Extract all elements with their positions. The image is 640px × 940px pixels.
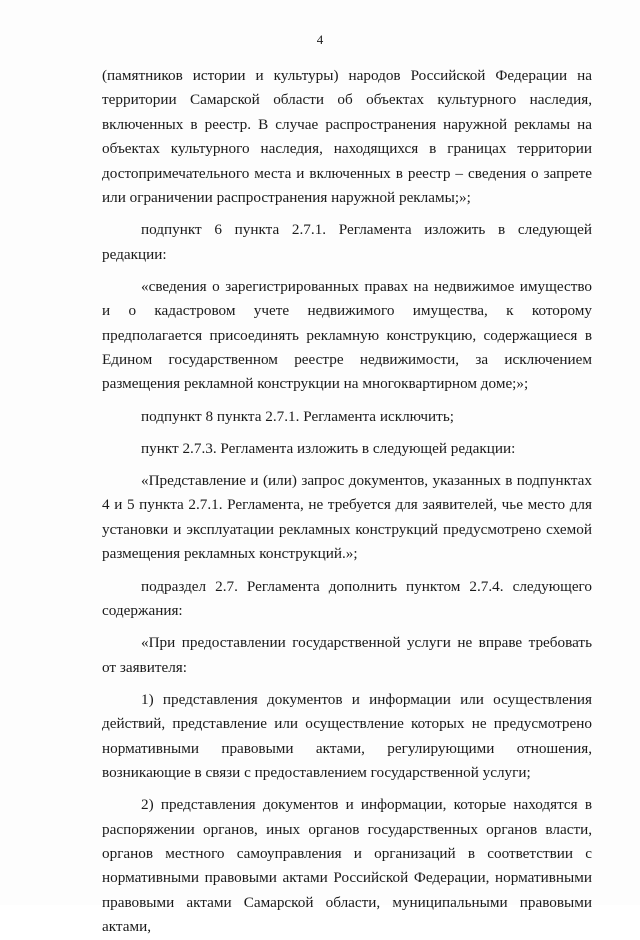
paragraph-quoted-property-info: «сведения о зарегистрированных правах на недвижимое имущество и о кадастровом учете недвижимого имущества, к которому предполагается присоединять рекламную конструкцию, содержащиеся в Едином государственном реестре недвижимости, за исключением размещения рекламной конструкции на многоквартирном доме;»; (102, 277, 592, 393)
paragraph-amendment-item-274: подраздел 2.7. Регламента дополнить пунктом 2.7.4. следующего содержания: (102, 577, 592, 619)
paragraph-list-item-2: 2) представления документов и информации, которые находятся в распоряжении органов, иных органов государственных органов власти, органов местного самоуправления и организаций в соответствии с нормативными правовыми актами Российской Федерации, нормативными правовыми актами Самарской области, муниципальными правовыми актами, (102, 796, 592, 936)
paragraph-amendment-item-273: пункт 2.7.3. Регламента изложить в следующей редакции: (141, 439, 516, 457)
paragraph-continuation: (памятников истории и культуры) народов Российской Федерации на территории Самарской области об объектах культурного наследия, включенных в реестр. В случае распространения наружной рекламы на объектах культурного наследия, находящихся в границах территории достопримечательного места и включенных в реестр – сведения о запрете или ограничении распространения наружной рекламы;»; (102, 67, 592, 207)
paragraph-quoted-prohibition-intro: «При предоставлении государственной услуги не вправе требовать от заявителя: (102, 634, 592, 676)
document-body (102, 64, 592, 940)
page-number: 4 (316, 32, 324, 47)
paragraph-amendment-subitem-8: подпункт 8 пункта 2.7.1. Регламента исключить; (141, 407, 454, 425)
paragraph-quoted-document-request: «Представление и (или) запрос документов, указанных в подпунктах 4 и 5 пункта 2.7.1. Регламента, не требуется для заявителей, чье место для установки и эксплуатации рекламных конструкций предусмотрено схемой размещения рекламных конструкций.»; (102, 472, 592, 563)
paragraph-list-item-1: 1) представления документов и информации или осуществления действий, представление или осуществление которых не предусмотрено нормативными правовыми актами, регулирующими отношения, возникающие в связи с предоставлением государственной услуги; (102, 690, 592, 781)
paragraph-amendment-subitem-6: подпункт 6 пункта 2.7.1. Регламента изложить в следующей редакции: (102, 221, 592, 263)
